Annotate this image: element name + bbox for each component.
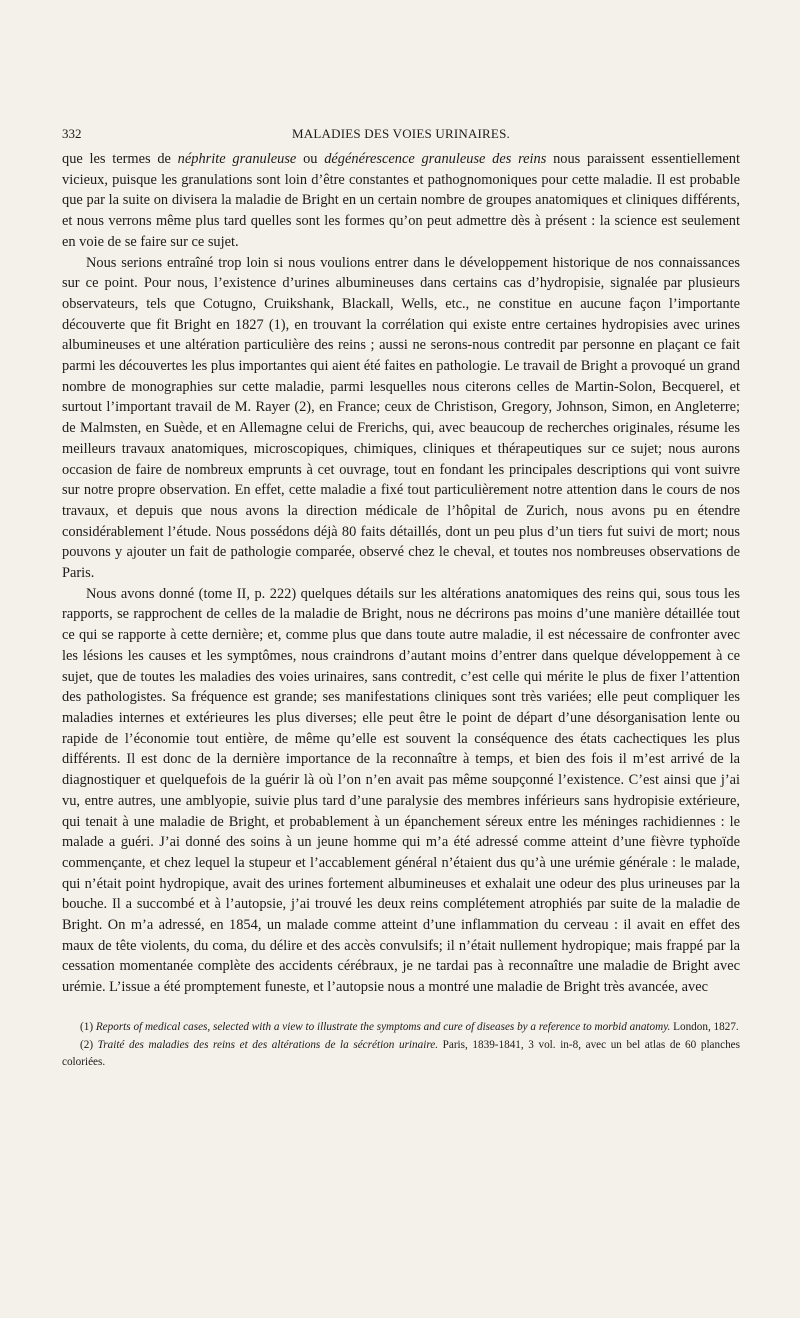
paragraph-2: Nous serions entraîné trop loin si nous voulions entrer dans le développement historique de nos connaissances sur ce point. Pour nous, l’existence d’urines albumineuses dans certains cas d’hydropisie, signalée par plusieurs observateurs, tels que Cotugno, Cruikshank, Blackall, Wells, etc., ne constitue en aucune façon l’importante découverte que fit Bright en 1827 (1), en trouvant la corrélation qui existe entre certaines hydropisies avec urines albumineuses et une altération particulière des reins ; aussi ne serons-nous contredit par personne en plaçant ce fait parmi les découvertes les plus importantes qui aient été faites en pathologie. Le travail de Bright a provoqué un grand nombre de monographies sur cette maladie, parmi lesquelles nous citerons celles de Martin-Solon, Becquerel, et surtout l’important travail de M. Rayer (2), en France; ceux de Christison, Gregory, Johnson, Simon, en Angleterre; de Malmsten, en Suède, et en Allemagne celui de Frerichs, qui, avec beaucoup de recherches originales, résume les meilleurs travaux anatomiques, microscopiques, chimiques, cliniques et thérapeutiques sur ce sujet; nous aurons occasion de faire de nombreux emprunts à cet ouvrage, tout en fondant les principales descriptions qui vont suivre sur notre propre observation. En effet, cette maladie a fixé tout particulièrement notre attention dans le cours de nos travaux, et depuis que nous avons la direction médicale de l’hôpital de Zurich, nous avons pu en étendre considérablement l’étude. Nous possédons déjà 80 faits détaillés, dont un peu plus d’un tiers fut suivi de mort; nous pouvons y ajouter un fait de pathologie comparée, observé chez le cheval, et toutes nos nombreuses observations de Paris. [62, 254, 740, 582]
paragraph-3: Nous avons donné (tome II, p. 222) quelques détails sur les altérations anatomiques des reins qui, sous tous les rapports, se rapprochent de celles de la maladie de Bright, nous ne décrirons pas moins d’une manière détaillée tout ce qui se rapporte à cette dernière; et, comme plus que dans toute autre maladie, il est nécessaire de confronter avec les lésions les causes et les symptômes, nous craindrons d’autant moins d’entrer dans quelque développement à ce sujet, que de toutes les maladies des voies urinaires, sans contredit, c’est celle qui mérite le plus de fixer l’attention des pathologistes. Sa fréquence est grande; ses manifestations cliniques sont très variées; elle peut compliquer les maladies internes et extérieures les plus diverses; elle peut être le point de départ d’une désorganisation lente ou rapide de l’économie tout entière, de même qu’elle est souvent la conséquence des états cachectiques les plus différents. Il est donc de la dernière importance de la reconnaître à temps, et bien des fois il m’est arrivé de la diagnostiquer et quelquefois de la guérir là où l’on n’en avait pas même soupçonné l’existence. C’est ainsi que j’ai vu, entre autres, une amblyopie, suivie plus tard d’une paralysie des membres inférieurs sans hydropisie extérieure, qui tenait à une maladie de Bright, et probablement à un épanchement séreux entre les méninges rachidiennes : le malade a guéri. J’ai donné des soins à un jeune homme qui m’a été adressé comme atteint d’une fièvre typhoïde commençante, et chez lequel la stupeur et l’accablement général n’étaient dus qu’à une urémie générale : le malade, qui n’était point hydropique, avait des urines fortement albumineuses et exhalait une odeur des plus urineuses par la bouche. Il a succombé et à l’autopsie, j’ai trouvé les deux reins complétement atrophiés par suite de la maladie de Bright. On m’a adressé, en 1854, un malade comme atteint d’une inflammation du cerveau : il avait en effet des maux de tête violents, du coma, du délire et des accès convulsifs; il n’était nullement hydropique; mais frappé par la cessation momentanée complète des accidents cérébraux, je ne tardai pas à reconnaître une maladie de Bright avec urémie. L’issue a été promptement funeste, et l’autopsie nous a montré une maladie de Bright très avancée, avec [62, 585, 740, 996]
body-text [62, 149, 740, 998]
footnote-2: (2) Traité des maladies des reins et des altérations de la sécrétion urinaire. Paris, 1839-1841, 3 vol. in-8, avec un bel atlas de 60 planches coloriées. [62, 1038, 740, 1068]
page-number: 332 [62, 126, 82, 141]
italic-term-1: néphrite granuleuse [177, 151, 297, 167]
page-header [62, 126, 740, 144]
italic-term-2: dégénérescence granuleuse des reins [324, 151, 547, 167]
running-head: MALADIES DES VOIES URINAIRES. [292, 126, 510, 141]
paragraph-1: que les termes de néphrite granuleuse ou dégénérescence granuleuse des reins nous paraissent essentiellement vicieux, puisque les granulations sont loin d’être constantes et pathognomoniques pour cette maladie. Il est probable que par la suite on divisera la maladie de Bright en un certain nombre de groupes anatomiques et cliniques différents, et nous verrons même plus tard quelles sont les formes qu’on peut admettre dès à présent : la science est seulement en voie de se faire sur ce sujet. [62, 151, 740, 250]
footnote-1-title: Reports of medical cases, selected with a view to illustrate the symptoms and cure of diseases by a reference to morbid anatomy. [95, 1021, 671, 1033]
footnote-1: (1) Reports of medical cases, selected with a view to illustrate the symptoms and cure of diseases by a reference to morbid anatomy. London, 1827. [80, 1021, 739, 1033]
footnotes [62, 1019, 740, 1072]
footnote-2-title: Traité des maladies des reins et des altérations de la sécrétion urinaire. [97, 1038, 439, 1051]
